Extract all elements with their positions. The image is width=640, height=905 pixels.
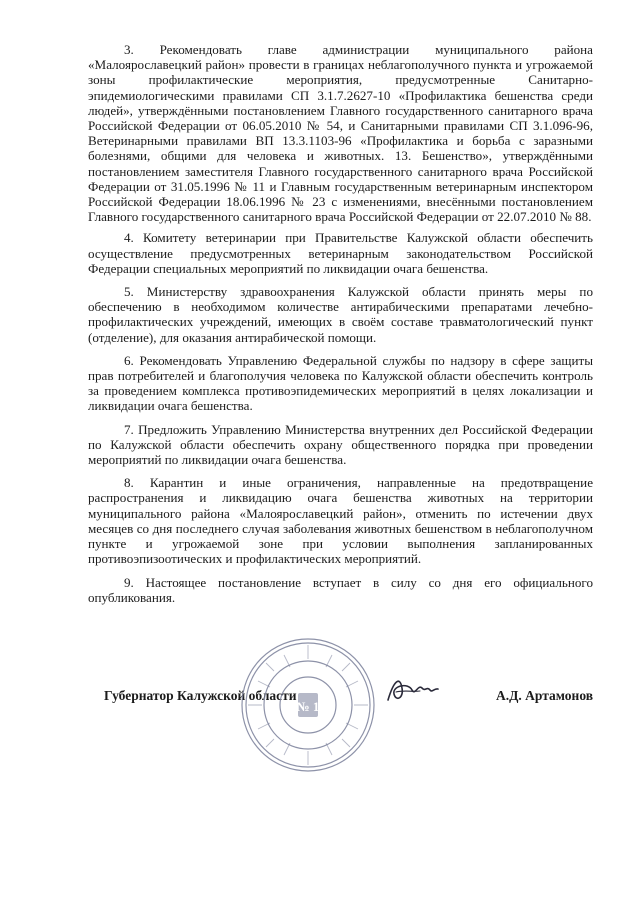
paragraph-8: 8. Карантин и иные ограничения, направленные на предотвращение распространения и ликвидацию очага бешенства животных на территории муниципального района «Малоярославецкий район», отменить по истечении двух месяцев со дня последнего случая заболевания животных бешенством в неблагополучном пункте и угрожаемой зоне при условии выполнения запланированных противоэпизоотических и профилактических мероприятий. (88, 475, 593, 567)
paragraph-7: 7. Предложить Управлению Министерства внутренних дел Российской Федерации по Калужской области обеспечить охрану общественного порядка при проведении мероприятий по ликвидации очага бешенства. (88, 421, 593, 468)
signer-name: А.Д. Артамонов (496, 688, 594, 703)
paragraph-9: 9. Настоящее постановление вступает в силу со дня его официального опубликования. (88, 574, 593, 605)
paragraph-5: 5. Министерству здравоохранения Калужской области принять меры по обеспечению в необходимом количестве антирабическими препаратами лечебно-профилактических учреждений, имеющих в своём составе травматологический пункт (отделение), для оказания антирабической помощи. (88, 284, 593, 345)
document-body (88, 42, 593, 613)
official-seal-stamp (238, 635, 378, 775)
seal-number: № 1 (296, 699, 320, 714)
paragraph-6: 6. Рекомендовать Управлению Федеральной службы по надзору в сфере защиты прав потребителей и благополучия человека по Калужской области обеспечить контроль за проведением комплекса противоэпидемических мероприятий в целях локализации и ликвидации очага бешенства. (88, 352, 593, 414)
paragraph-4: 4. Комитету ветеринарии при Правительстве Калужской области обеспечить осуществление предусмотренных ветеринарным законодательством Российской Федерации специальных мероприятий по ликвидации очага бешенства. (88, 230, 593, 276)
signer-title: Губернатор Калужской области (104, 688, 297, 703)
handwritten-signature (382, 670, 442, 710)
paragraph-3: 3. Рекомендовать главе администрации муниципального района «Малоярославецкий район» провести в границах неблагополучного пункта и угрожаемой зоны профилактические мероприятия, предусмотренные Санитарно-эпидемиологическими правилами СП 3.1.7.2627-10 «Профилактика бешенства среди людей», утверждёнными постановлением Главного государственного санитарного врача Российской Федерации от 06.05.2010 № 54, и Санитарными правилами СП 3.1.096-96, Ветеринарными правилами ВП 13.3.1103-96 «Профилактика и борьба с заразными болезнями, общими для человека и животных. 13. Бешенство», утверждёнными постановлением заместителя Главного государственного санитарного врача Российской Федерации от 31.05.1996 № 11 и Главным государственным ветеринарным инспектором Российской Федерации 18.06.1996 № 23 с изменениями, внесёнными постановлением Главного государственного санитарного врача Российской Федерации от 22.07.2010 № 88. (88, 42, 593, 225)
